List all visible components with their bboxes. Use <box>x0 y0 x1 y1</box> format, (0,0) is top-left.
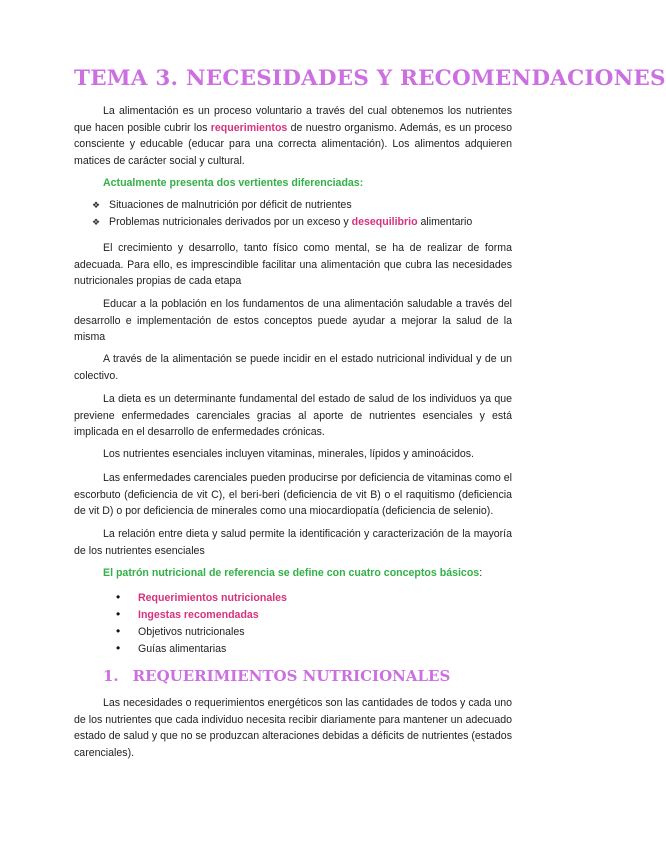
section-paragraph: Las necesidades o requerimientos energéticos son las cantidades de todos y cada uno de los nutrientes que cada individuo necesita recibir diariamente para mantener un adecuado estado de salud y que no se produzcan alteraciones debidas a déficits de nutrientes (estados carenciales). <box>74 697 512 760</box>
intro-paragraph <box>74 103 512 170</box>
concepto-text: Guías alimentarias <box>138 643 227 655</box>
patron-heading-colon: : <box>479 567 483 579</box>
concepto-item <box>116 607 259 621</box>
vertiente-item <box>92 216 472 228</box>
vertiente-item <box>92 199 352 211</box>
intro-text-end: de nuestro organismo. Además, es un proceso consciente y educable (educar para una correcta alimentación). Los alimentos adquieren matices de carácter social y cultural. <box>74 121 513 168</box>
paragraph: Los nutrientes esenciales incluyen vitaminas, minerales, lípidos y aminoácidos. <box>103 448 474 460</box>
bullet-dot-icon: • <box>116 590 121 604</box>
paragraph: Las enfermedades carenciales pueden producirse por deficiencia de vitaminas como el escorbuto (deficiencia de vit C), el beri-beri (deficiencia de vit B) o el raquitismo (deficiencia de vit D) o por deficiencia de minerales como una miocardiopatía (deficiencia de selenio). <box>74 472 512 518</box>
vertientes-heading: Actualmente presenta dos vertientes diferenciadas: <box>103 177 364 189</box>
concepto-item <box>116 641 226 655</box>
diamond-bullet-icon: ❖ <box>92 217 101 227</box>
page-title: TEMA 3. NECESIDADES Y RECOMENDACIONES <box>74 66 666 91</box>
concepto-text: Objetivos nutricionales <box>138 626 245 638</box>
bullet-dot-icon: • <box>116 624 121 638</box>
vertiente-text: Problemas nutricionales derivados por un exceso y <box>109 216 352 228</box>
vertiente-highlight: desequilibrio <box>351 216 418 228</box>
section-heading <box>103 667 450 685</box>
paragraph: La dieta es un determinante fundamental del estado de salud de los individuos ya que previene enfermedades carenciales gracias al aporte de nutrientes esenciales y está implicada en el desarrollo de enfermedades crónicas. <box>74 393 512 439</box>
intro-text: La alimentación es un proceso voluntario a través del cual obtenemos los nutrientes que hacen posible cubrir los <box>74 105 512 134</box>
paragraph: La relación entre dieta y salud permite la identificación y caracterización de la mayoría de los nutrientes esenciales <box>74 528 512 557</box>
bullet-dot-icon: • <box>116 641 121 655</box>
vertiente-text: Situaciones de malnutrición por déficit de nutrientes <box>109 199 352 211</box>
intro-highlight: requerimientos <box>210 121 288 134</box>
patron-heading <box>103 567 482 579</box>
diamond-bullet-icon: ❖ <box>92 200 101 210</box>
concepto-item <box>116 624 245 638</box>
concepto-text: Requerimientos nutricionales <box>138 592 287 604</box>
concepto-item <box>116 590 287 604</box>
section-number: 1. <box>103 667 119 685</box>
paragraph: El crecimiento y desarrollo, tanto físico como mental, se ha de realizar de forma adecuada. Para ello, es imprescindible facilitar una alimentación que cubra las necesidades nutricionales propias de cada etapa <box>74 242 512 288</box>
paragraph: A través de la alimentación se puede incidir en el estado nutricional individual y de un colectivo. <box>74 353 512 382</box>
section-title: REQUERIMIENTOS NUTRICIONALES <box>132 667 451 685</box>
patron-heading-text: El patrón nutricional de referencia se define con cuatro conceptos básicos <box>103 567 480 579</box>
vertiente-text-end: alimentario <box>417 216 473 228</box>
paragraph: Educar a la población en los fundamentos de una alimentación saludable a través del desarrollo e implementación de estos conceptos puede ayudar a mejorar la salud de la misma <box>74 298 512 344</box>
concepto-text: Ingestas recomendadas <box>138 609 259 621</box>
bullet-dot-icon: • <box>116 607 121 621</box>
